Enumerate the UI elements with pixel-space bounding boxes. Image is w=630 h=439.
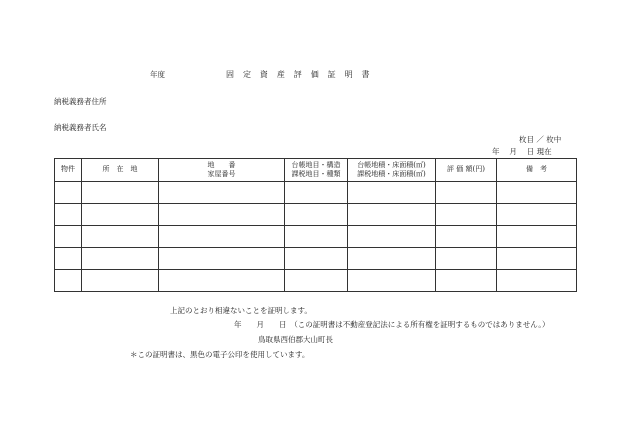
- table-cell: [497, 226, 577, 248]
- table-cell: [436, 248, 497, 270]
- table-cell: [55, 182, 82, 204]
- table-cell: [436, 270, 497, 292]
- table-cell: [82, 248, 159, 270]
- certify-statement: 上記のとおり相違ないことを証明します。: [170, 306, 312, 315]
- table-cell: [348, 226, 436, 248]
- column-header-property: 物件: [55, 159, 82, 182]
- table-cell: [82, 182, 159, 204]
- table-row: [55, 270, 577, 292]
- column-header-assessed-value: 評 価 額(円): [436, 159, 497, 182]
- table-cell: [285, 204, 348, 226]
- as-of-date: 年 月 日 現在: [492, 147, 552, 156]
- table-cell: [55, 248, 82, 270]
- page-count: 枚目 ／ 枚中: [519, 135, 562, 144]
- seal-note: ＊この証明書は、黒色の電子公印を使用しています。: [130, 350, 310, 359]
- table-cell: [82, 270, 159, 292]
- table-cell: [159, 248, 285, 270]
- table-cell: [348, 248, 436, 270]
- table-cell: [436, 204, 497, 226]
- document-title: 固 定 資 産 評 価 証 明 書: [226, 70, 373, 79]
- table-row: [55, 226, 577, 248]
- table-cell: [436, 226, 497, 248]
- table-cell: [82, 204, 159, 226]
- title-row: [150, 71, 450, 81]
- table-row: [55, 204, 577, 226]
- table-row: [55, 248, 577, 270]
- table-cell: [159, 204, 285, 226]
- table-cell: [55, 270, 82, 292]
- column-header-location: 所 在 地: [82, 159, 159, 182]
- table-cell: [285, 270, 348, 292]
- table-header-row: [55, 159, 577, 182]
- table-cell: [55, 204, 82, 226]
- issue-date-line: 年 月 日 （この証明書は不動産登記法による所有権を証明するものではありません。）: [234, 320, 550, 329]
- table-cell: [285, 248, 348, 270]
- taxpayer-name-label: 納税義務者氏名: [54, 123, 107, 132]
- table-cell: [55, 226, 82, 248]
- column-header-remarks: 備 考: [497, 159, 577, 182]
- table-cell: [285, 226, 348, 248]
- issuer-name: 鳥取県西伯郡大山町長: [258, 335, 333, 344]
- table-cell: [436, 182, 497, 204]
- column-header-area: 台帳地積・床面積(㎡) 課税地積・床面積(㎡): [348, 159, 436, 182]
- table-row: [55, 182, 577, 204]
- fiscal-year-label: 年度: [150, 70, 165, 79]
- table-cell: [159, 182, 285, 204]
- table-cell: [159, 270, 285, 292]
- table-body: [55, 182, 577, 292]
- table-cell: [82, 226, 159, 248]
- table-cell: [348, 182, 436, 204]
- column-header-lot-number: 地 番 家屋番号: [159, 159, 285, 182]
- table-cell: [497, 204, 577, 226]
- table-cell: [285, 182, 348, 204]
- table-cell: [348, 270, 436, 292]
- table-cell: [497, 182, 577, 204]
- assessment-table: [54, 158, 577, 292]
- table-cell: [159, 226, 285, 248]
- table-cell: [497, 248, 577, 270]
- column-header-land-category: 台帳地目・構造 課税地目・種類: [285, 159, 348, 182]
- taxpayer-address-label: 納税義務者住所: [54, 97, 107, 106]
- table-cell: [497, 270, 577, 292]
- table-cell: [348, 204, 436, 226]
